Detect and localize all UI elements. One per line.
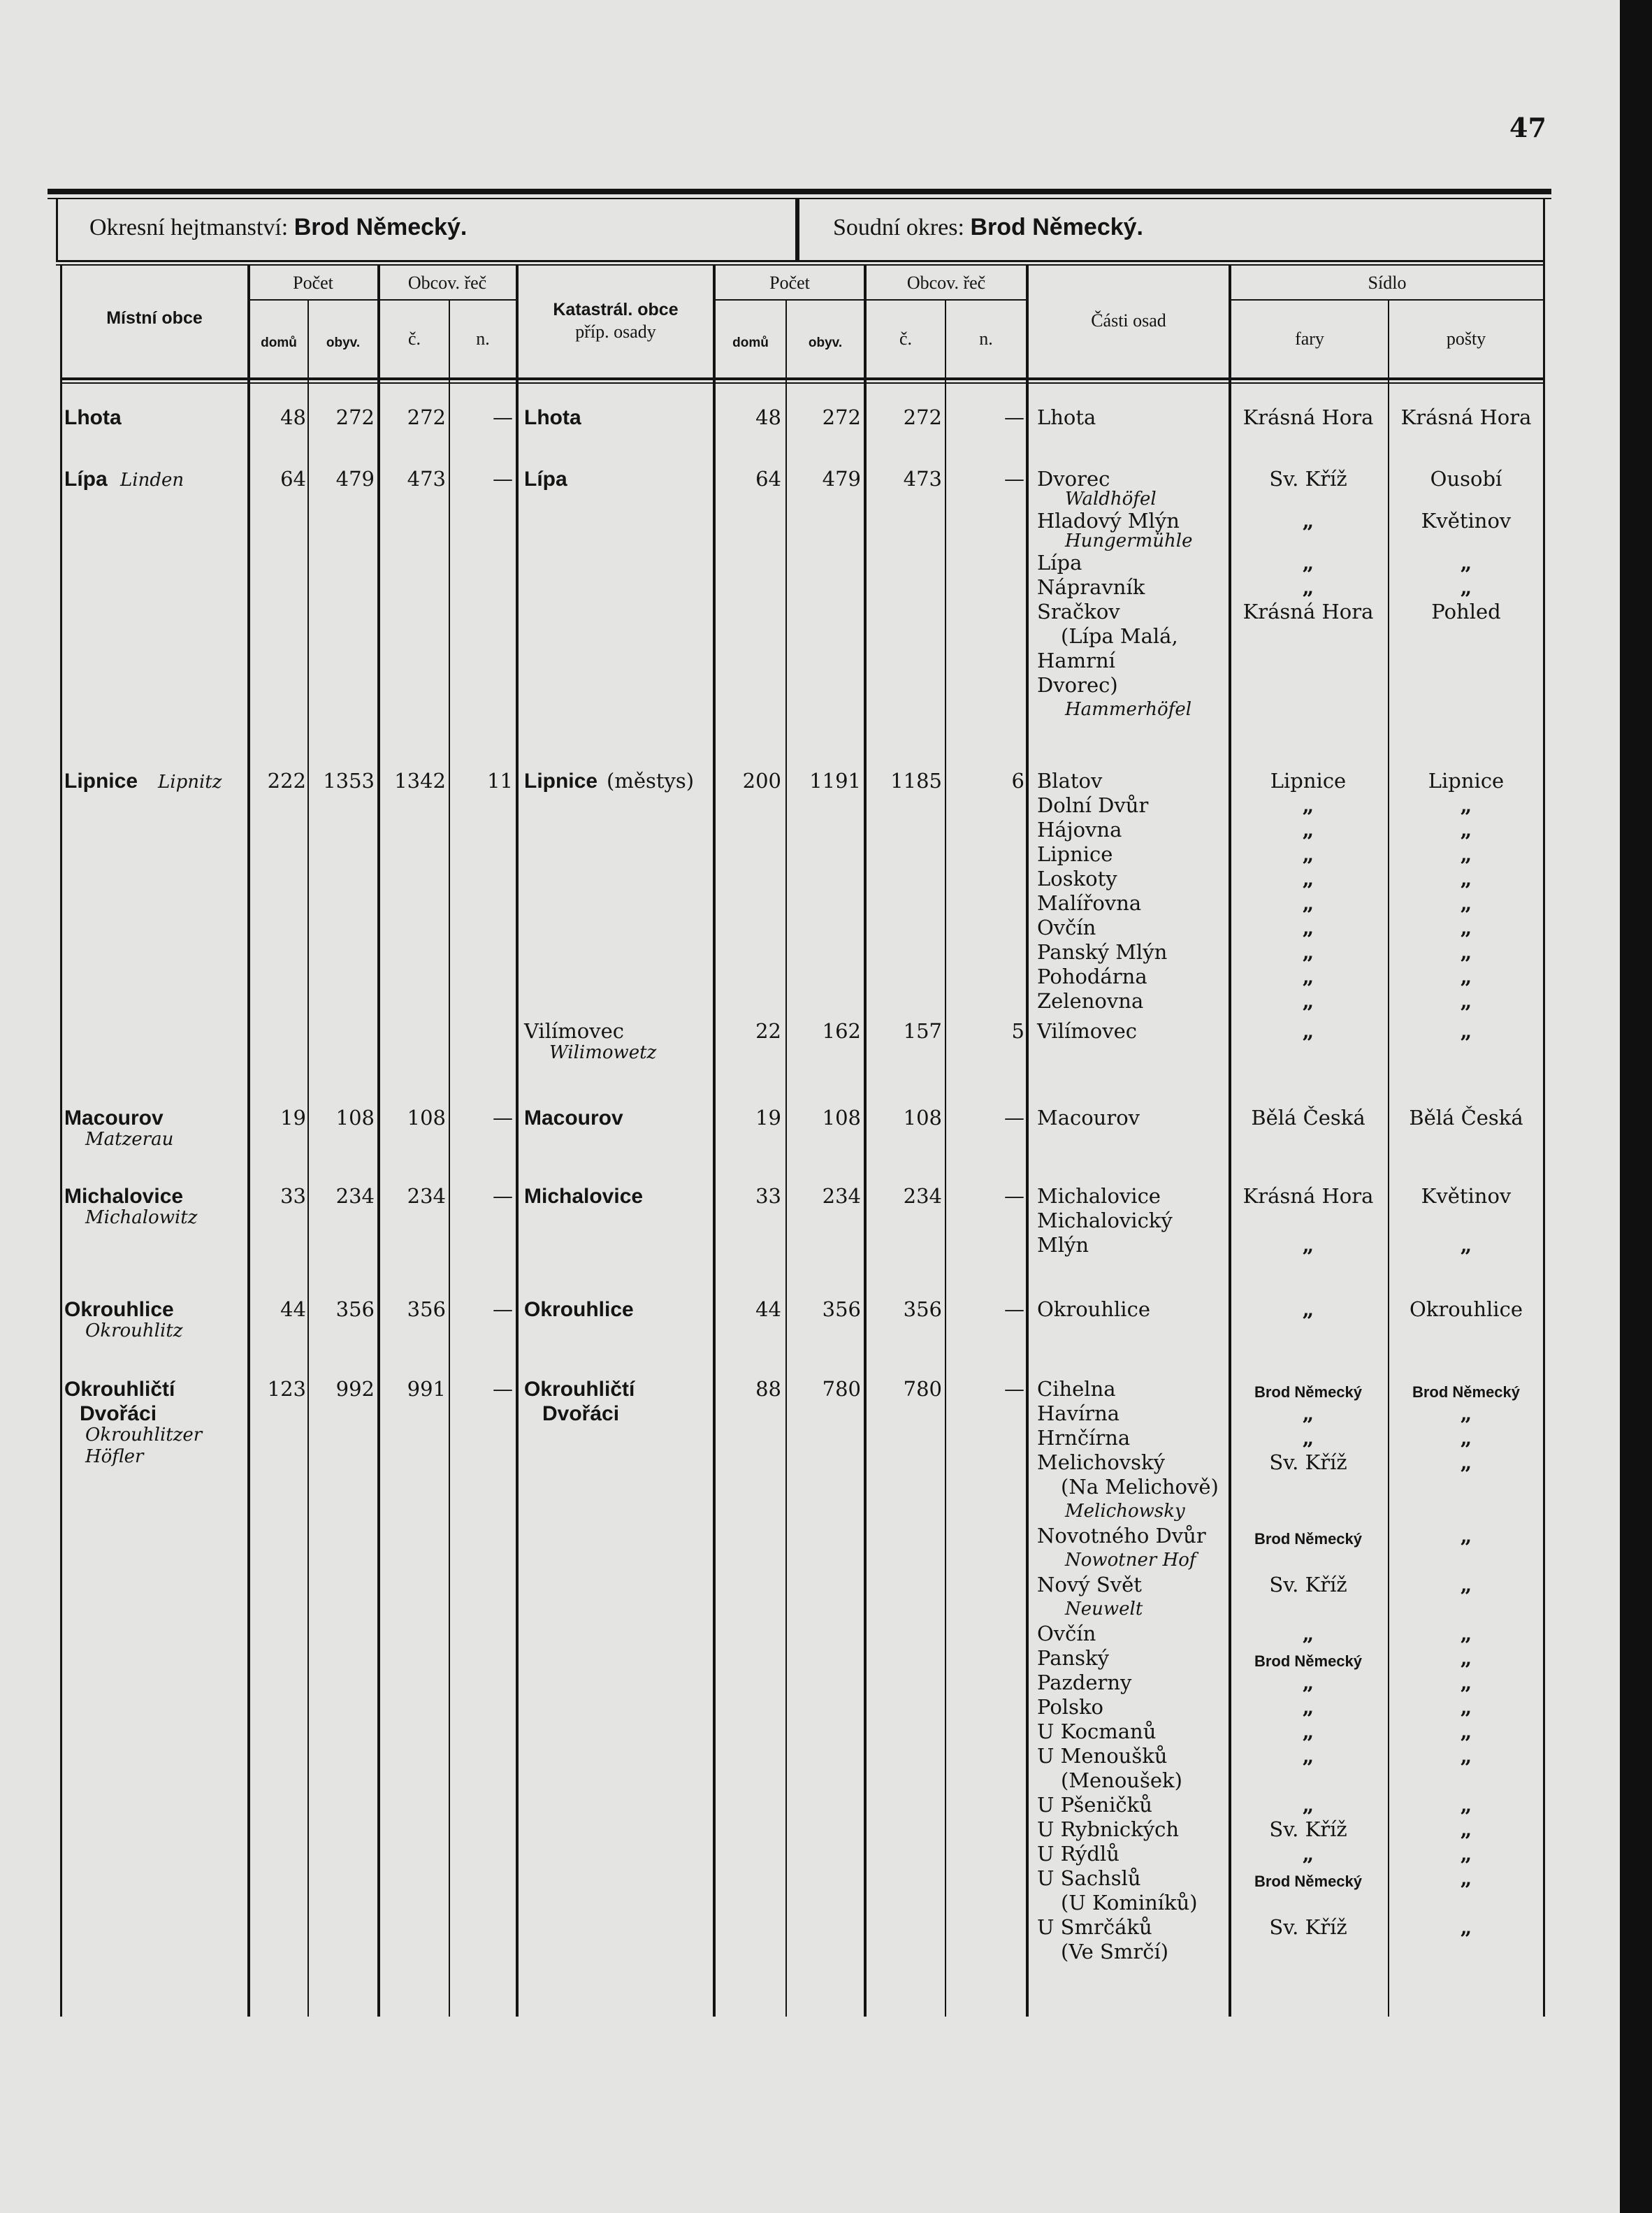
- posta-seat: „: [1460, 1915, 1472, 1939]
- fary-seat: Sv. Kříž: [1269, 1573, 1347, 1596]
- k-german-count: 5: [1011, 1019, 1024, 1043]
- col-n-2: n.: [979, 329, 993, 349]
- czech-count: 473: [407, 467, 446, 491]
- posta-seat: „: [1460, 867, 1472, 891]
- posta-seat: Lipnice: [1428, 769, 1505, 793]
- katastr-suffix: (městys): [607, 769, 695, 793]
- part-german-name: Neuwelt: [1065, 1599, 1143, 1620]
- posta-seat: „: [1460, 965, 1472, 988]
- fary-seat: Brod Německý: [1254, 1383, 1363, 1401]
- part-name: U Pšeničků: [1037, 1793, 1152, 1817]
- top-rule: [48, 189, 1551, 194]
- k-domu-count: 48: [755, 405, 781, 429]
- german-count: 11: [487, 769, 513, 793]
- fary-seat: Krásná Hora: [1242, 1184, 1374, 1208]
- posta-seat: „: [1460, 1720, 1472, 1743]
- fary-seat: „: [1302, 940, 1314, 964]
- part-name: Sračkov: [1037, 600, 1120, 623]
- posta-seat: „: [1460, 1401, 1472, 1425]
- part-name: Lipnice: [1037, 842, 1113, 866]
- k-domu-count: 44: [755, 1297, 781, 1321]
- posta-seat: Květinov: [1421, 509, 1512, 533]
- vrule-k: [1026, 266, 1029, 2017]
- col-katastr-2: příp. osady: [575, 322, 656, 342]
- col-casti-osad: Části osad: [1091, 310, 1166, 331]
- czech-count: 234: [407, 1184, 446, 1208]
- part-name: U Kocmanů: [1037, 1720, 1157, 1743]
- czech-count: 356: [407, 1297, 446, 1321]
- posta-seat: „: [1460, 1793, 1472, 1817]
- k-domu-count: 88: [755, 1377, 781, 1401]
- k-german-count: —: [1004, 1184, 1024, 1208]
- vrule-i: [864, 266, 867, 2017]
- posta-seat: „: [1460, 1866, 1472, 1890]
- k-domu-count: 33: [755, 1184, 781, 1208]
- obec-german-name: Okrouhlitzer: [85, 1425, 203, 1446]
- part-name: Michalovice: [1037, 1184, 1161, 1208]
- k-obyv-count: 780: [822, 1377, 861, 1401]
- header-bottom-rule: [56, 260, 1544, 262]
- posta-seat: Ousobí: [1430, 467, 1502, 491]
- domu-count: 44: [280, 1297, 306, 1321]
- k-german-count: —: [1004, 1377, 1024, 1401]
- part-name: Melichovský: [1037, 1450, 1166, 1474]
- katastr-name: Lípa: [524, 468, 567, 491]
- part-name: Malířovna: [1037, 891, 1142, 915]
- posta-seat: „: [1460, 1744, 1472, 1768]
- vrule-h: [785, 301, 787, 2017]
- part-name: Mlýn: [1037, 1233, 1089, 1257]
- posta-seat: „: [1460, 1019, 1472, 1043]
- katastr-name: Lipnice: [524, 770, 598, 793]
- part-name: Hájovna: [1037, 818, 1122, 842]
- obec-name: Lipnice: [64, 770, 138, 793]
- k-obyv-count: 272: [822, 405, 861, 429]
- k-obyv-count: 356: [822, 1297, 861, 1321]
- district-value: Brod Německý.: [294, 214, 468, 240]
- posta-seat: „: [1460, 1646, 1472, 1670]
- german-count: —: [493, 1377, 513, 1401]
- part-name: Novotného Dvůr: [1037, 1524, 1206, 1548]
- obec-german-name: Matzerau: [85, 1129, 174, 1150]
- obyv-count: 272: [335, 405, 375, 429]
- group-rule-2: [716, 299, 1027, 301]
- posta-seat: „: [1460, 916, 1472, 939]
- part-name: Dvorec: [1037, 467, 1110, 491]
- fary-seat: Brod Německý: [1254, 1652, 1363, 1670]
- fary-seat: Sv. Kříž: [1269, 1817, 1347, 1841]
- fary-seat: „: [1302, 989, 1314, 1013]
- part-name: Ovčín: [1037, 1622, 1096, 1645]
- k-german-count: —: [1004, 1106, 1024, 1130]
- obyv-count: 479: [335, 467, 375, 491]
- part-name: U Sachslů: [1037, 1866, 1141, 1890]
- header-left-border: [56, 199, 58, 262]
- posta-seat: „: [1460, 1426, 1472, 1450]
- fary-seat: „: [1302, 793, 1314, 817]
- posta-seat: Bělá Česká: [1409, 1106, 1523, 1130]
- posta-seat: „: [1460, 940, 1472, 964]
- col-c-2: č.: [899, 329, 913, 349]
- posta-seat: „: [1460, 1622, 1472, 1645]
- fary-seat: „: [1302, 1297, 1314, 1321]
- domu-count: 222: [267, 769, 306, 793]
- posta-seat: Pohled: [1431, 600, 1501, 623]
- part-name: Michalovický: [1037, 1209, 1173, 1232]
- k-domu-count: 19: [755, 1106, 781, 1130]
- k-czech-count: 473: [903, 467, 942, 491]
- czech-count: 1342: [394, 769, 446, 793]
- col-obcov-1: Obcov. řeč: [407, 273, 487, 293]
- part-name: Loskoty: [1037, 867, 1117, 891]
- col-pocet-2: Počet: [769, 273, 810, 293]
- part-name: (Menoušek): [1061, 1768, 1182, 1792]
- k-german-count: —: [1004, 467, 1024, 491]
- fary-seat: Sv. Kříž: [1269, 467, 1347, 491]
- obyv-count: 992: [335, 1377, 375, 1401]
- col-fary: fary: [1295, 329, 1324, 349]
- fary-seat: „: [1302, 916, 1314, 939]
- obec-name: Lhota: [64, 406, 122, 429]
- obec-german-name: Linden: [120, 470, 184, 491]
- posta-seat: Květinov: [1421, 1184, 1512, 1208]
- k-czech-count: 108: [903, 1106, 942, 1130]
- part-name: Hladový Mlýn: [1037, 509, 1180, 533]
- col-katastr-1: Katastrál. obce: [553, 300, 679, 319]
- domu-count: 64: [280, 467, 306, 491]
- obec-name-2: Dvořáci: [80, 1402, 157, 1425]
- part-name: Ovčín: [1037, 916, 1096, 939]
- obec-german-name: Okrouhlitz: [85, 1320, 183, 1341]
- obec-name: Macourov: [64, 1106, 164, 1130]
- obec-german-name-2: Höfler: [85, 1446, 144, 1467]
- k-obyv-count: 234: [822, 1184, 861, 1208]
- fary-seat: Krásná Hora: [1242, 405, 1374, 429]
- district-header: [89, 214, 467, 241]
- k-german-count: 6: [1011, 769, 1024, 793]
- col-obyv-2: obyv.: [808, 336, 843, 350]
- vrule-f: [516, 266, 519, 2017]
- domu-count: 19: [280, 1106, 306, 1130]
- katastr-name: Vilímovec: [524, 1019, 625, 1043]
- fary-seat: Lipnice: [1270, 769, 1347, 793]
- fary-seat: „: [1302, 1233, 1314, 1257]
- part-name: Dolní Dvůr: [1037, 793, 1149, 817]
- part-name: Lípa: [1037, 551, 1082, 575]
- fary-seat: Brod Německý: [1254, 1873, 1363, 1890]
- k-czech-count: 234: [903, 1184, 942, 1208]
- part-name: U Smrčáků: [1037, 1915, 1152, 1939]
- fary-seat: „: [1302, 1744, 1314, 1768]
- court-label: Soudní okres:: [833, 215, 964, 240]
- court-value: Brod Německý.: [970, 214, 1143, 240]
- part-name: Vilímovec: [1037, 1019, 1138, 1043]
- domu-count: 123: [267, 1377, 306, 1401]
- part-german-name: Nowotner Hof: [1065, 1550, 1196, 1571]
- vrule-b: [247, 266, 250, 2017]
- part-name: Okrouhlice: [1037, 1297, 1150, 1321]
- k-german-count: —: [1004, 1297, 1024, 1321]
- vrule-j: [945, 301, 946, 2017]
- part-name: Lhota: [1037, 405, 1096, 429]
- german-count: —: [493, 405, 513, 429]
- k-obyv-count: 479: [822, 467, 861, 491]
- katastr-name-2: Dvořáci: [542, 1402, 620, 1425]
- obyv-count: 108: [335, 1106, 375, 1130]
- court-header: [833, 214, 1143, 241]
- k-czech-count: 272: [903, 405, 942, 429]
- top-rule-thin: [48, 198, 1551, 199]
- colhead-bottom-rule2: [60, 382, 1544, 384]
- part-german-name: Hungermühle: [1065, 531, 1193, 552]
- k-obyv-count: 162: [822, 1019, 861, 1043]
- obec-name: Michalovice: [64, 1185, 184, 1208]
- fary-seat: Sv. Kříž: [1269, 1915, 1347, 1939]
- posta-seat: „: [1460, 818, 1472, 842]
- col-pocet-1: Počet: [293, 273, 333, 293]
- k-obyv-count: 108: [822, 1106, 861, 1130]
- obec-name: Okrouhličtí: [64, 1378, 175, 1401]
- k-obyv-count: 1191: [809, 769, 861, 793]
- posta-seat: Krásná Hora: [1400, 405, 1532, 429]
- posta-seat: „: [1460, 1233, 1472, 1257]
- obec-german-name: Michalowitz: [85, 1207, 198, 1228]
- part-name: (U Kominíků): [1061, 1891, 1198, 1915]
- part-german-name: Hammerhöfel: [1065, 699, 1192, 720]
- fary-seat: Sv. Kříž: [1269, 1450, 1347, 1474]
- posta-seat: „: [1460, 891, 1472, 915]
- part-name: Hrnčírna: [1037, 1426, 1131, 1450]
- colhead-bottom-rule: [60, 377, 1544, 380]
- part-german-name: Waldhöfel: [1065, 489, 1157, 510]
- fary-seat: „: [1302, 867, 1314, 891]
- fary-seat: „: [1302, 1793, 1314, 1817]
- posta-seat: „: [1460, 989, 1472, 1013]
- fary-seat: Bělá Česká: [1251, 1106, 1365, 1130]
- part-name: (Na Melichově): [1061, 1475, 1219, 1499]
- german-count: —: [493, 1297, 513, 1321]
- fary-seat: Krásná Hora: [1242, 600, 1374, 623]
- k-czech-count: 1185: [890, 769, 942, 793]
- k-domu-count: 64: [755, 467, 781, 491]
- part-name: U Rýdlů: [1037, 1842, 1120, 1866]
- group-rule-1: [250, 299, 516, 301]
- fary-seat: „: [1302, 842, 1314, 866]
- posta-seat: „: [1460, 1524, 1472, 1548]
- katastr-german-name: Wilimowetz: [549, 1042, 657, 1063]
- katastr-name: Okrouhličtí: [524, 1378, 635, 1401]
- part-name: Panský: [1037, 1646, 1110, 1670]
- posta-seat: „: [1460, 1573, 1472, 1596]
- col-mistni-obce: Místní obce: [106, 308, 203, 328]
- part-name: Havírna: [1037, 1401, 1120, 1425]
- k-czech-count: 780: [903, 1377, 942, 1401]
- fary-seat: „: [1302, 1401, 1314, 1425]
- part-name: (Ve Smrčí): [1061, 1940, 1169, 1963]
- posta-seat: „: [1460, 842, 1472, 866]
- german-count: —: [493, 467, 513, 491]
- posta-seat: „: [1460, 1450, 1472, 1474]
- czech-count: 991: [407, 1377, 446, 1401]
- k-czech-count: 356: [903, 1297, 942, 1321]
- obyv-count: 234: [335, 1184, 375, 1208]
- fary-seat: „: [1302, 1426, 1314, 1450]
- part-name: Blatov: [1037, 769, 1103, 793]
- katastr-name: Macourov: [524, 1106, 623, 1130]
- vrule-a: [60, 266, 62, 2017]
- obyv-count: 356: [335, 1297, 375, 1321]
- vrule-d: [377, 266, 380, 2017]
- part-name: U Menoušků: [1037, 1744, 1168, 1768]
- fary-seat: „: [1302, 1671, 1314, 1694]
- german-count: —: [493, 1184, 513, 1208]
- fary-seat: „: [1302, 575, 1314, 599]
- col-domu-2: domů: [732, 336, 769, 350]
- german-count: —: [493, 1106, 513, 1130]
- fary-seat: „: [1302, 818, 1314, 842]
- fary-seat: „: [1302, 1695, 1314, 1719]
- posta-seat: Brod Německý: [1412, 1383, 1521, 1401]
- col-obyv-1: obyv.: [326, 336, 361, 350]
- posta-seat: „: [1460, 793, 1472, 817]
- part-name: Macourov: [1037, 1106, 1140, 1130]
- part-name: Panský Mlýn: [1037, 940, 1168, 964]
- col-c-1: č.: [407, 329, 421, 349]
- k-domu-count: 200: [742, 769, 781, 793]
- posta-seat: „: [1460, 575, 1472, 599]
- part-name: Polsko: [1037, 1695, 1103, 1719]
- part-name: Dvorec): [1037, 673, 1118, 697]
- obec-name: Okrouhlice: [64, 1298, 174, 1321]
- obec-german-name: Lipnitz: [158, 772, 222, 793]
- fary-seat: „: [1302, 1622, 1314, 1645]
- col-sidlo: Sídlo: [1368, 273, 1407, 293]
- posta-seat: „: [1460, 1817, 1472, 1841]
- posta-seat: „: [1460, 551, 1472, 575]
- katastr-name: Lhota: [524, 406, 581, 429]
- fary-seat: Brod Německý: [1254, 1530, 1363, 1548]
- posta-seat: „: [1460, 1695, 1472, 1719]
- group-rule-3: [1231, 299, 1543, 301]
- domu-count: 33: [280, 1184, 306, 1208]
- czech-count: 108: [407, 1106, 446, 1130]
- domu-count: 48: [280, 405, 306, 429]
- header-bottom-rule2: [56, 264, 1544, 266]
- vrule-g: [713, 266, 716, 2017]
- col-n-1: n.: [476, 329, 490, 349]
- part-name: U Rybnických: [1037, 1817, 1179, 1841]
- part-name: Pazderny: [1037, 1671, 1132, 1694]
- fary-seat: „: [1302, 1019, 1314, 1043]
- district-label: Okresní hejtmanství:: [89, 215, 289, 240]
- part-name: Zelenovna: [1037, 989, 1144, 1013]
- k-czech-count: 157: [903, 1019, 942, 1043]
- fary-seat: „: [1302, 1842, 1314, 1866]
- col-posty: pošty: [1446, 329, 1486, 349]
- vrule-e: [449, 301, 450, 2017]
- col-domu-1: domů: [261, 336, 297, 350]
- k-german-count: —: [1004, 405, 1024, 429]
- obyv-count: 1353: [323, 769, 375, 793]
- header-divider: [795, 199, 799, 262]
- katastr-name: Michalovice: [524, 1185, 644, 1208]
- part-name: Cihelna: [1037, 1377, 1116, 1401]
- fary-seat: „: [1302, 965, 1314, 988]
- posta-seat: Okrouhlice: [1410, 1297, 1523, 1321]
- col-obcov-2: Obcov. řeč: [906, 273, 986, 293]
- part-name: Pohodárna: [1037, 965, 1147, 988]
- part-name: Nový Svět: [1037, 1573, 1142, 1596]
- fary-seat: „: [1302, 509, 1314, 533]
- k-domu-count: 22: [755, 1019, 781, 1043]
- fary-seat: „: [1302, 551, 1314, 575]
- vrule-c: [307, 301, 309, 2017]
- fary-seat: „: [1302, 1720, 1314, 1743]
- fary-seat: „: [1302, 891, 1314, 915]
- part-name: Hamrní: [1037, 649, 1115, 672]
- posta-seat: „: [1460, 1671, 1472, 1694]
- posta-seat: „: [1460, 1842, 1472, 1866]
- katastr-name: Okrouhlice: [524, 1298, 634, 1321]
- obec-name: Lípa: [64, 468, 108, 491]
- part-german-name: Melichowsky: [1065, 1501, 1185, 1522]
- part-name: (Lípa Malá,: [1061, 624, 1178, 648]
- part-name: Nápravník: [1037, 575, 1145, 599]
- page-number: 47: [1509, 112, 1546, 143]
- czech-count: 272: [407, 405, 446, 429]
